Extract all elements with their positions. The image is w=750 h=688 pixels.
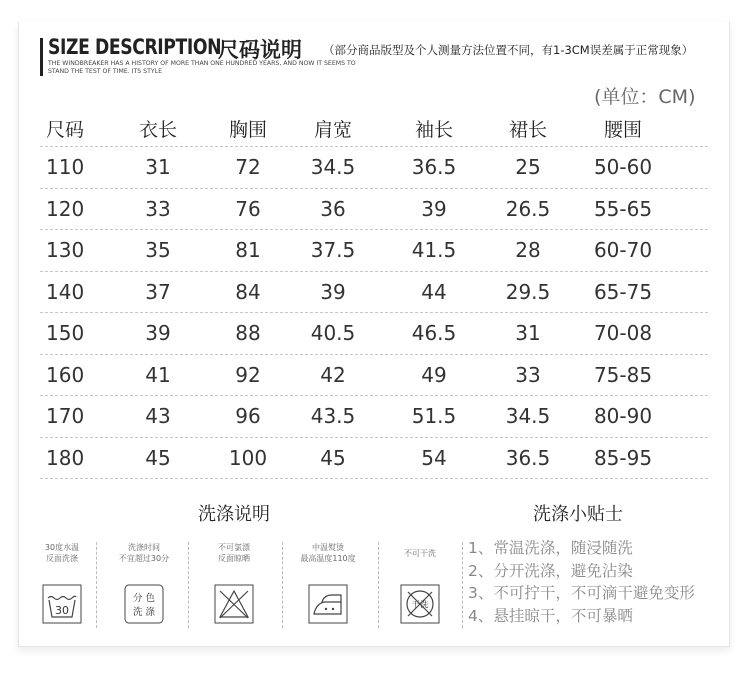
header <box>28 34 728 84</box>
cell-sleeve: 51.5 <box>411 404 457 429</box>
wash-icons <box>24 540 464 636</box>
cell-skirt: 26.5 <box>505 196 551 221</box>
cell-shoulder: 42 <box>320 362 346 387</box>
cell-sleeve: 54 <box>421 445 447 470</box>
wash-instructions-title: 洗涤说明 <box>198 504 270 525</box>
wash-caption: 中温熨烫 <box>312 543 344 552</box>
cell-waist: 75-85 <box>593 362 653 387</box>
cell-chest: 81 <box>235 238 261 263</box>
cell-shoulder: 45 <box>320 445 346 470</box>
title-bar <box>40 38 43 76</box>
cell-waist: 80-90 <box>593 404 653 429</box>
table-header-row <box>40 110 708 147</box>
wash-caption: 30度水温 <box>44 543 80 552</box>
cell-skirt: 34.5 <box>505 404 551 429</box>
wash-item-iron <box>290 540 366 636</box>
table-row <box>40 438 708 480</box>
cell-size: 170 <box>46 404 85 429</box>
cell-waist: 70-08 <box>593 321 653 346</box>
cell-size: 160 <box>46 362 85 387</box>
no-bleach-icon <box>214 584 254 624</box>
wash-temp-label: 30 <box>55 604 69 617</box>
wash-caption: 最高温度110度 <box>300 554 356 563</box>
icon-divider <box>462 542 463 628</box>
wash-caption: 不可干洗 <box>404 548 436 558</box>
table-row <box>40 189 708 231</box>
cell-chest: 88 <box>235 321 261 346</box>
cell-length: 41 <box>145 362 171 387</box>
cell-size: 140 <box>46 279 85 304</box>
iron-medium-icon <box>308 584 348 624</box>
cell-skirt: 36.5 <box>505 445 551 470</box>
cell-length: 37 <box>145 279 171 304</box>
cell-length: 35 <box>145 238 171 263</box>
cell-skirt: 29.5 <box>505 279 551 304</box>
cell-size: 130 <box>46 238 85 263</box>
title-note: （部分商品版型及个人测量方法位置不同，有1-3CM误差属于正常现象） <box>323 43 694 57</box>
cell-waist: 60-70 <box>593 238 653 263</box>
wash-tips-title: 洗涤小贴士 <box>533 504 623 525</box>
wash-item-no-dry-clean <box>382 540 458 636</box>
tagline-line-2: STAND THE TEST OF TIME. ITS STYLE <box>48 68 163 75</box>
icon-divider <box>188 542 189 628</box>
table-row <box>40 355 708 397</box>
cell-chest: 96 <box>235 404 261 429</box>
wash-tips-list <box>468 537 738 627</box>
wash-caption: 不可氯漂 <box>218 543 250 552</box>
cell-chest: 100 <box>228 445 268 470</box>
wash-30-icon <box>42 584 82 624</box>
wash-tip-4: 4、悬挂晾干，不可暴晒 <box>468 606 633 625</box>
cell-length: 31 <box>145 155 171 180</box>
header-chest: 胸围 <box>228 118 267 141</box>
table-row <box>40 147 708 189</box>
wash-item-separate <box>106 540 182 636</box>
cell-skirt: 33 <box>515 362 541 387</box>
cell-shoulder: 37.5 <box>310 238 356 263</box>
cell-sleeve: 49 <box>421 362 447 387</box>
wash-item-30 <box>24 540 100 636</box>
separate-wash-label-1: 分 色 <box>132 593 156 604</box>
icon-divider <box>378 542 379 628</box>
wash-item-no-bleach <box>196 540 272 636</box>
cell-waist: 85-95 <box>593 445 653 470</box>
icon-divider <box>96 542 97 628</box>
cell-chest: 72 <box>235 155 261 180</box>
wash-caption: 反面洗涤 <box>46 554 78 563</box>
wash-tip-2: 2、分开洗涤，避免沾染 <box>468 561 633 580</box>
size-table <box>40 110 708 479</box>
cell-waist: 65-75 <box>593 279 653 304</box>
cell-length: 43 <box>145 404 171 429</box>
cell-sleeve: 36.5 <box>411 155 457 180</box>
table-row <box>40 272 708 314</box>
header-size: 尺码 <box>46 118 85 141</box>
cell-shoulder: 39 <box>320 279 346 304</box>
cell-length: 45 <box>145 445 171 470</box>
wash-caption: 反面晾晒 <box>218 554 250 563</box>
header-skirt: 裙长 <box>508 118 547 141</box>
header-shoulder: 肩宽 <box>313 118 352 141</box>
cell-chest: 84 <box>235 279 261 304</box>
wash-tip-1: 1、常温洗涤，随浸随洗 <box>468 539 633 557</box>
table-row <box>40 313 708 355</box>
separate-wash-label-2: 洗 涤 <box>132 607 156 618</box>
title-chinese: 尺码说明 <box>218 38 302 62</box>
cell-sleeve: 41.5 <box>411 238 457 263</box>
header-waist: 腰围 <box>603 118 642 141</box>
cell-sleeve: 44 <box>421 279 447 304</box>
cell-size: 180 <box>46 445 85 470</box>
tagline <box>48 60 398 76</box>
cell-size: 120 <box>46 196 85 221</box>
cell-sleeve: 39 <box>421 196 447 221</box>
cell-shoulder: 34.5 <box>310 155 356 180</box>
wash-caption: 洗涤时间 <box>128 543 160 552</box>
cell-waist: 55-65 <box>593 196 653 221</box>
cell-size: 150 <box>46 321 85 346</box>
cell-shoulder: 43.5 <box>310 404 356 429</box>
cell-chest: 76 <box>235 196 261 221</box>
cell-length: 39 <box>145 321 171 346</box>
header-sleeve: 袖长 <box>414 118 453 141</box>
icon-divider <box>282 542 283 628</box>
cell-shoulder: 40.5 <box>310 321 356 346</box>
separate-wash-icon <box>124 584 164 624</box>
no-dry-clean-icon <box>400 584 440 624</box>
header-length: 衣长 <box>138 118 177 141</box>
cell-skirt: 31 <box>515 321 541 346</box>
cell-sleeve: 46.5 <box>411 321 457 346</box>
table-row <box>40 230 708 272</box>
cell-length: 33 <box>145 196 171 221</box>
unit-label: (单位：CM) <box>594 86 696 108</box>
cell-waist: 50-60 <box>593 155 653 180</box>
cell-shoulder: 36 <box>320 196 346 221</box>
wash-tip-3: 3、不可拧干，不可滴干避免变形 <box>468 584 695 602</box>
dry-clean-label: 干洗 <box>411 600 429 611</box>
table-row <box>40 396 708 438</box>
title-english: SIZE DESCRIPTION <box>48 35 222 59</box>
cell-chest: 92 <box>235 362 261 387</box>
wash-caption: 不宜超过30分 <box>118 554 170 563</box>
cell-skirt: 25 <box>515 155 541 180</box>
tagline-line-1: THE WINDBREAKER HAS A HISTORY OF MORE THAN ONE HUNDRED YEARS, AND NOW IT SEEMS TO <box>48 60 356 67</box>
cell-size: 110 <box>46 155 85 180</box>
cell-skirt: 28 <box>515 238 541 263</box>
